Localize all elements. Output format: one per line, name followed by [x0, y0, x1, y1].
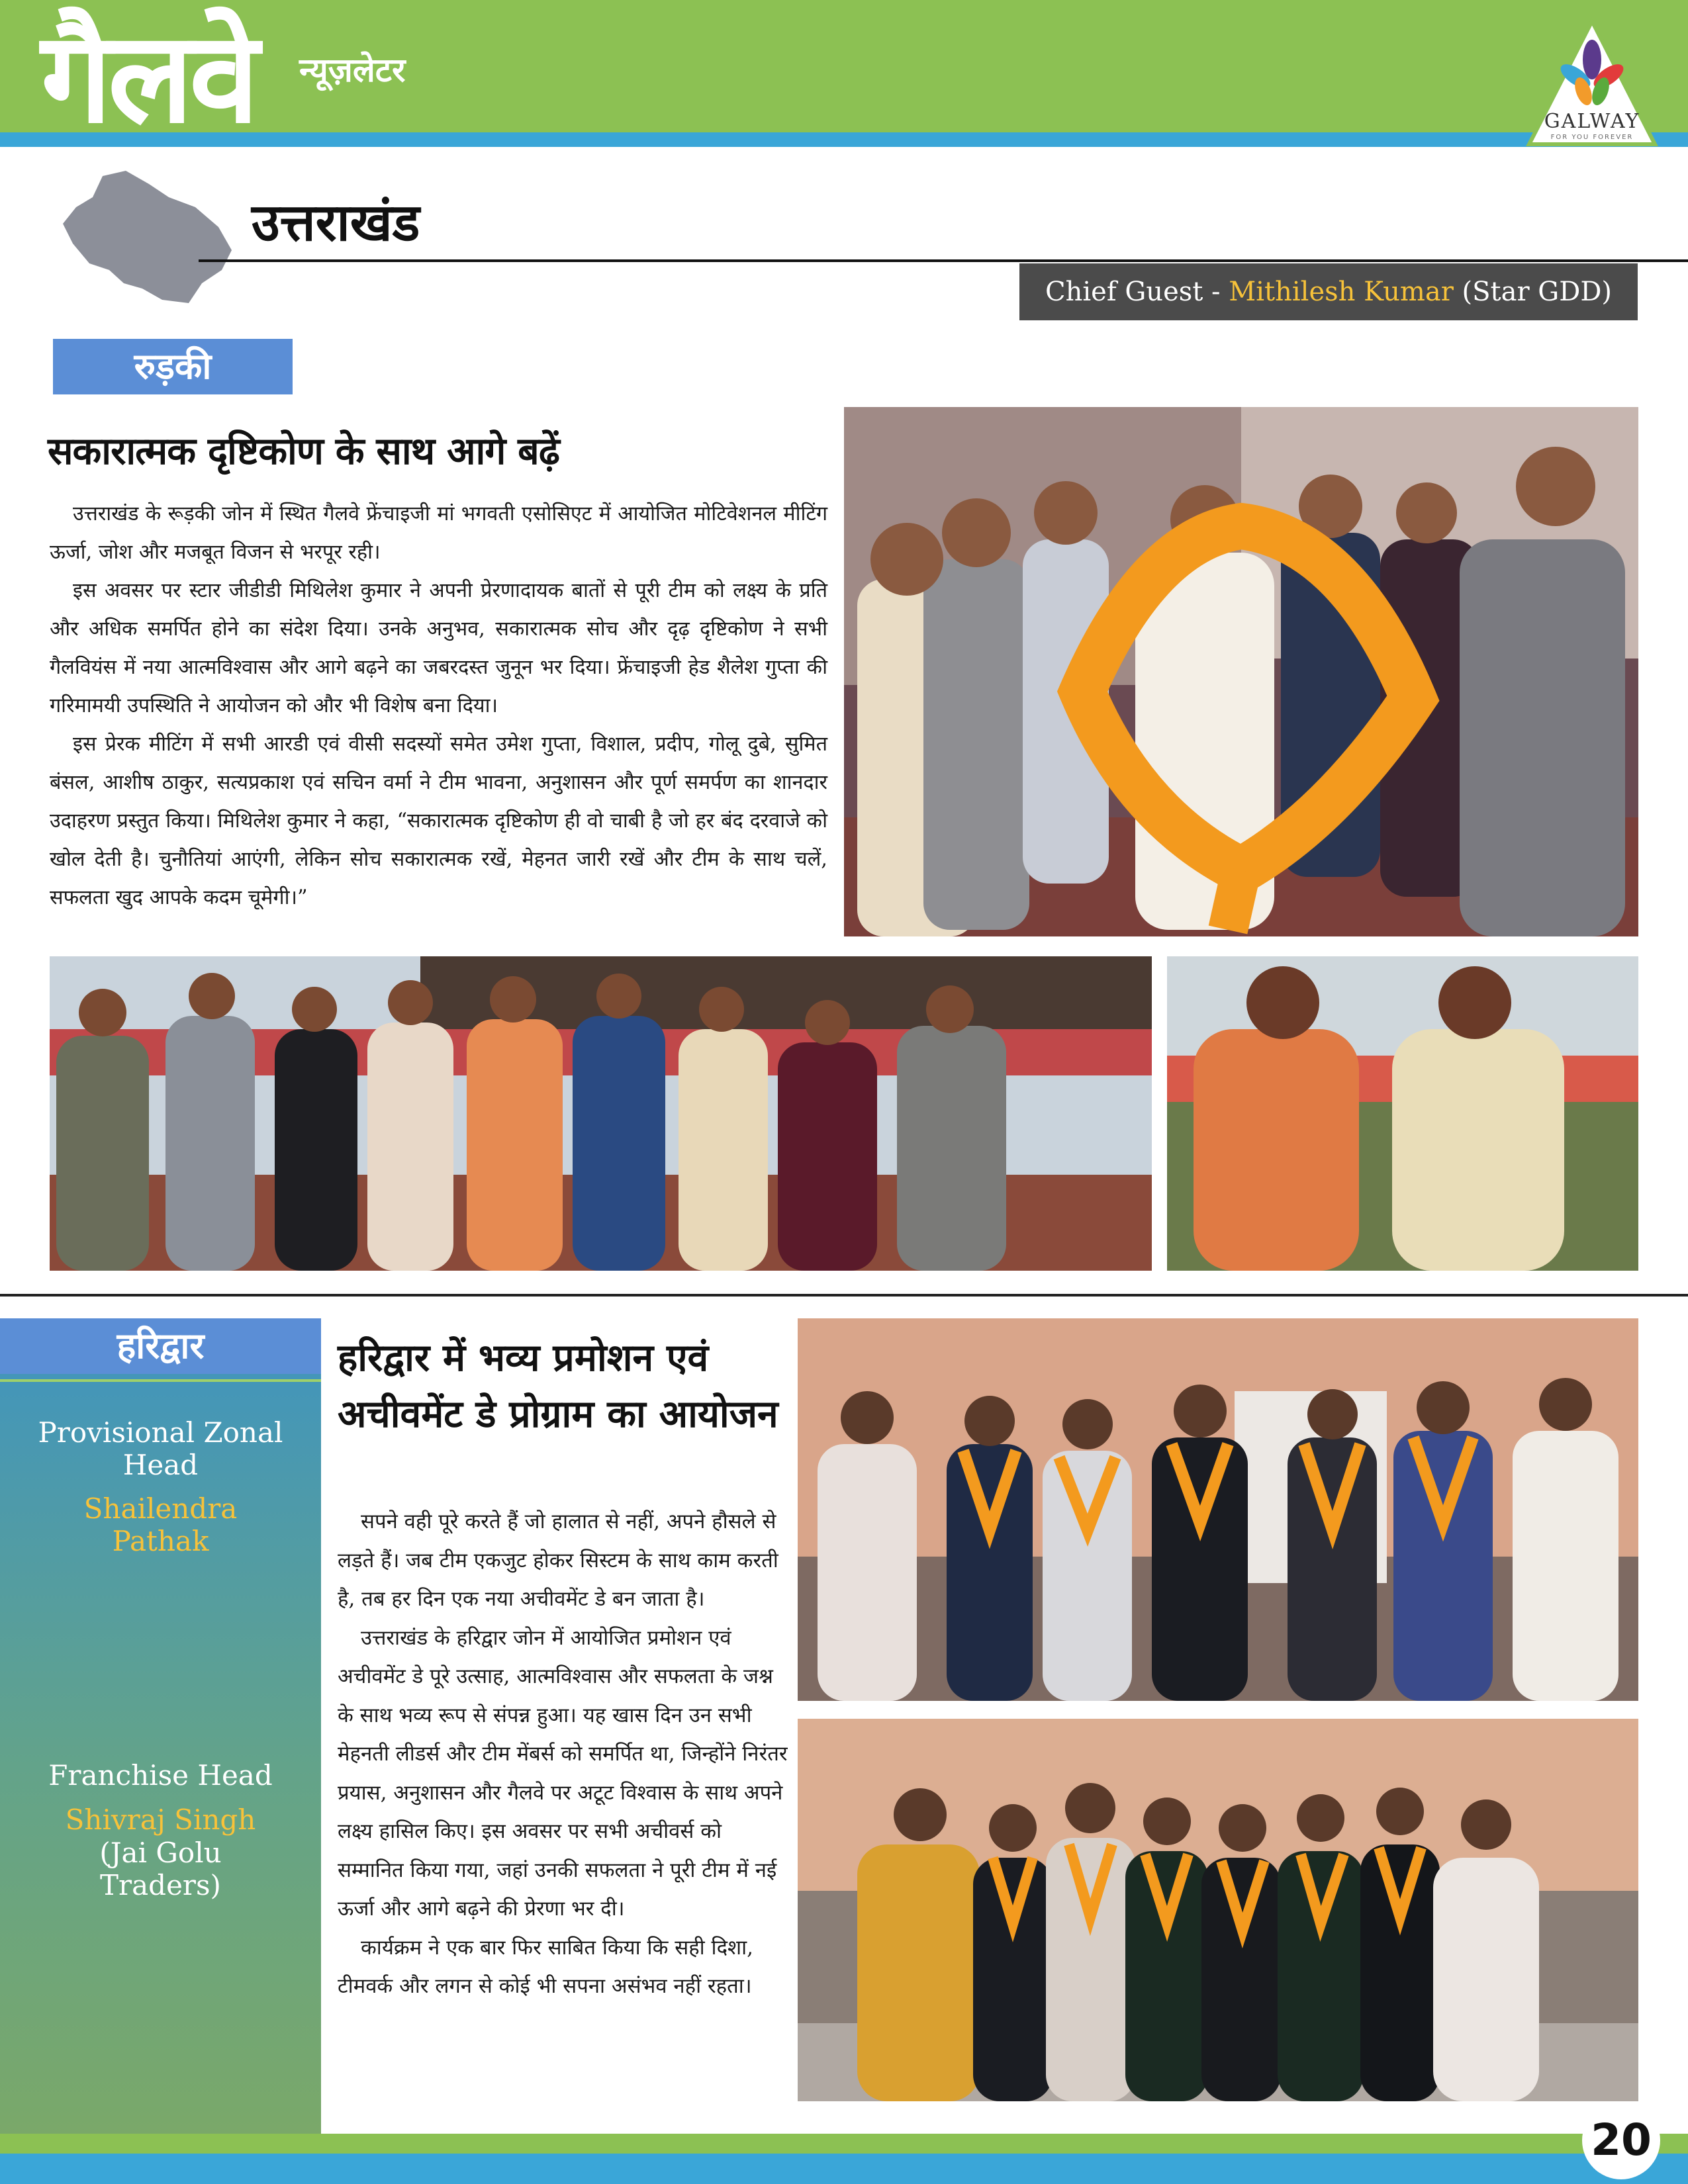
logo-tagline: FOR YOU FOREVER — [1550, 134, 1634, 141]
article-paragraph: इस प्रेरक मीटिंग में सभी आरडी एवं वीसी सदस्यों समेत उमेश गुप्ता, विशाल, प्रदीप, गोलू दुबे, सुमित बंसल, आशीष ठाकुर, सत्यप्रकाश एवं सचिन वर्मा ने टीम भावना, अनुशासन और पूर्ण समर्पण का शानदार उदाहरण प्रस्तुत किया। मिथिलेश कुमार ने कहा, “सकारात्मक दृष्टिकोण ही वो चाबी है जो हर बंद दरवाजे को खोल देती है। चुनौतियां आएंगी, लेकिन सोच सकारात्मक रखें, मेहनत जारी रखें और टीम के साथ चलें, सफलता खुद आपके कदम चूमेगी।” — [50, 733, 827, 909]
photo-achievers-group-2 — [798, 1719, 1638, 2101]
haridwar-headline: हरिद्वार में भव्य प्रमोशन एवं अचीवमेंट डे प्रोग्राम का आयोजन — [338, 1336, 778, 1436]
uttarakhand-map-icon — [63, 171, 235, 310]
franchise-head-name: Shivraj Singh — [65, 1803, 256, 1836]
article-paragraph: कार्यक्रम ने एक बार फिर साबित किया कि सही दिशा, टीमवर्क और लगन से कोई भी सपना असंभव नहीं रहता। — [338, 1935, 753, 1998]
article-paragraph: उत्तराखंड के रूड़की जोन में स्थित गैलवे फ्रेंचाइजी मां भगवती एसोसिएट में आयोजित मोटिवेशनल मीटिंग ऊर्जा, जोश और मजबूत विजन से भरपूर रही। — [50, 502, 827, 564]
footer-stripe — [0, 2154, 1688, 2184]
haridwar-article — [338, 1502, 788, 2006]
article-paragraph: उत्तराखंड के हरिद्वार जोन में आयोजित प्रमोशन एवं अचीवमेंट डे पूरे उत्साह, आत्मविश्वास और सफलता के जश्न के साथ भव्य रूप से संपन्न हुआ। यह खास दिन उन सभी मेहनती लीडर्स और टीम मेंबर्स को समर्पित था, जिन्होंने निरंतर प्रयास, अनुशासन और गैलवे पर अटूट विश्वास के साथ अपने लक्ष्य हासिल किए। इस अवसर पर सभी अचीवर्स को सम्मानित किया गया, जहां उनकी सफलता ने पूरी टीम में नई ऊर्जा और आगे बढ़ने की प्रेरणा भर दी। — [338, 1625, 788, 1921]
chief-guest-title: (Star GDD) — [1453, 277, 1612, 307]
logo-name: GALWAY — [1544, 110, 1640, 133]
page-number: 20 — [1582, 2101, 1660, 2179]
photo-achievers-group-1 — [798, 1318, 1638, 1701]
photo-team-group — [50, 956, 1152, 1271]
chief-guest-banner — [1019, 263, 1638, 320]
franchise-head-label: Franchise Head — [48, 1759, 273, 1792]
franchise-firm-name: (Jai Golu Traders) — [99, 1837, 222, 1901]
article-paragraph: सपने वही पूरे करते हैं जो हालात से नहीं, अपने हौसले से लड़ते हैं। जब टीम एकजुट होकर सिस्टम के साथ काम करती है, तब हर दिन एक नया अचीवमेंट डे बन जाता है। — [338, 1510, 778, 1611]
state-title: उत्तराखंड — [252, 193, 420, 253]
chief-guest-name: Mithilesh Kumar — [1229, 277, 1454, 307]
masthead-subtitle: न्यूज़लेटर — [299, 51, 406, 89]
provisional-zonal-head-name: Shailendra Pathak — [83, 1492, 238, 1557]
chief-guest-prefix: Chief Guest - — [1045, 277, 1229, 307]
heading-rule — [199, 259, 1688, 262]
provisional-zonal-head-label: Provisional Zonal Head — [38, 1416, 283, 1481]
zone-label-roorkee: रुड़की — [53, 339, 293, 394]
masthead-title: गैलवे — [41, 5, 256, 151]
article-paragraph: इस अवसर पर स्टार जीडीडी मिथिलेश कुमार ने अपनी प्रेरणादायक बातों से पूरी टीम को लक्ष्य के प्रति और अधिक समर्पित होने का संदेश दिया। उनके अनुभव, सकारात्मक सोच और दृढ़ दृष्टिकोण ने सभी गैलवियंस में नया आत्मविश्वास और आगे बढ़ने का जबरदस्त जुनून भर दिया। फ्रेंचाइजी हेड शैलेश गुप्ता की गरिमामयी उपस्थिति ने आयोजन को और भी विशेष बना दिया। — [50, 579, 827, 717]
zone-label-haridwar: हरिद्वार — [0, 1318, 321, 1374]
photo-handshake — [1167, 956, 1638, 1271]
footer-bar — [0, 2134, 1688, 2154]
roorkee-article — [50, 495, 827, 917]
roorkee-headline: सकारात्मक दृष्टिकोण के साथ आगे बढ़ें — [48, 430, 559, 473]
photo-garland-ceremony — [844, 407, 1638, 936]
section-divider — [0, 1294, 1688, 1297]
zone-label-underline — [0, 1379, 321, 1382]
